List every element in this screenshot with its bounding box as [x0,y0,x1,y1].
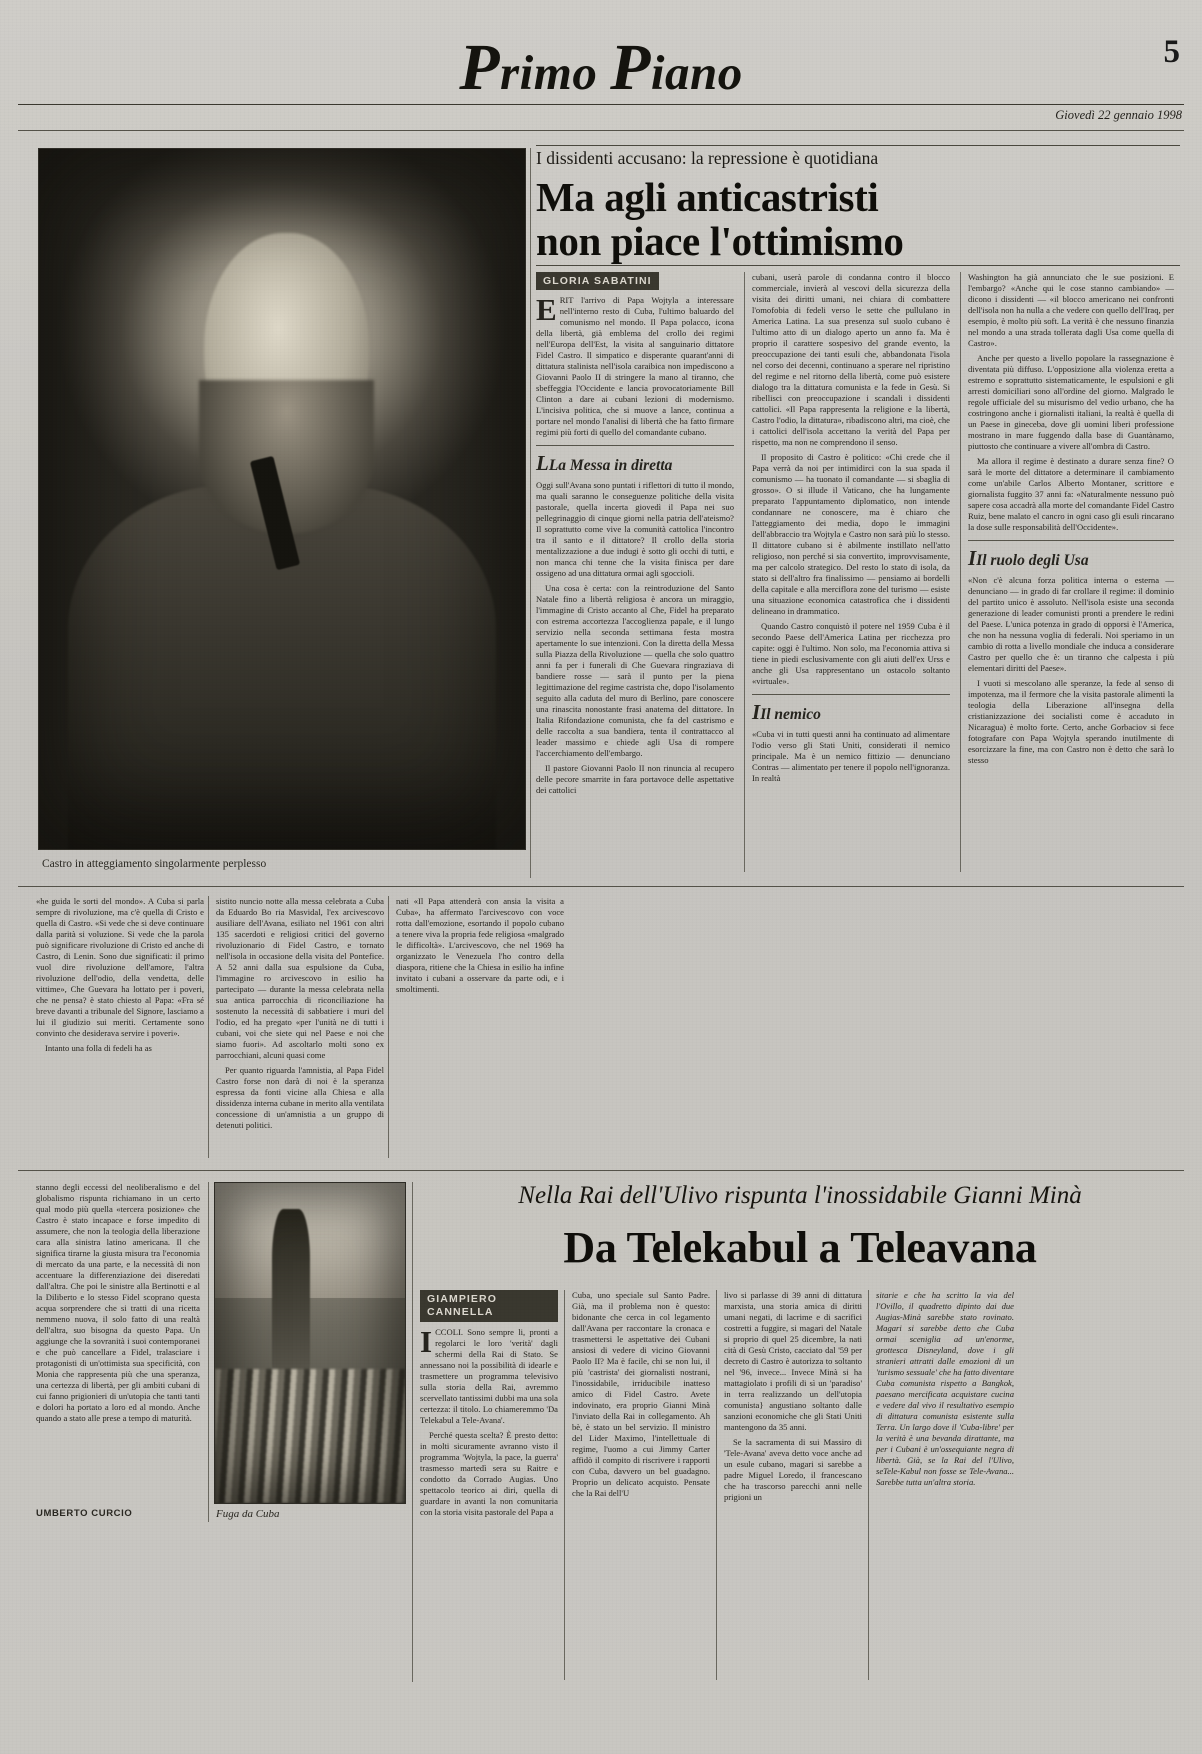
paragraph: «Non c'è alcuna forza politica interna o esterna — denunciano — in grado di far crollare il regime: il dominio del partito unico è assoluto. Nell'isola esiste una seconda generazione di leader comunisti pronti a prendere le redini del Paese. L'unica potenza in grado di opporsi è l'America, che non ha nessuna voglia di federali. Noi speriamo in un cambio di rotta a livello mondiale che induca a considerare Castro per quello che è: un tiranno che calpesta i più elementari diritti del Paese». [968,574,1174,673]
byline-sabatini: GLORIA SABATINI [536,272,659,290]
paragraph: Perché questa scelta? È presto detto: in molti sicuramente avranno visto il programma 'Wojtyla, la pace, la guerra' trasmesso martedì sera su Raitre e condotto da Corrado Augias. Uno spettacolo teorico ai diri, quella di guardare in avanti la non comunitaria con la storia visita pastorale del Papa a [420,1429,558,1517]
paragraph: «he guida le sorti del mondo». A Cuba si parla sempre di rivoluzione, ma c'è quella di Cristo e quella di Castro. «Si vede che si deve continuare dalla parità si voluzione. Si vede che la parola può significare rivoluzione di Cristo ed anche di Castro, di Lenin. Sono due significati: il primo vuol dire rivoluzione dell'amore, l'altra rivoluzione dell'odio, della vendetta, delle vittime», Che Guevara ha lottato per i poveri, che ne pensa? è stato chiesto al Papa: «Fra sé breve davanti a tribunale del Signore, lasciamo a lui il giudizio sui meriti. Certamente sono convinto che desiderava servire i poveri». [36,896,204,1038]
paragraph: Cuba, uno speciale sul Santo Padre. Già, ma il problema non è questo: bidonante che cerca in col legamento dall'Avana per raccontare la cronaca e trasmettersi le aspettative dei Cubani ansiosi di vedere di vicino Giovanni Paolo II? Ma è facile, chi se non lui, il più 'castrista' dei giornalisti nostrani, l'inossidabile, irriducibile inatteso amico di Fidel Castro. Avete indovinato, era proprio Gianni Minà l'inviato della Rai in collegamento. Ah bè, è stato un bel servizio. Il ministro del Lider Maximo, l'intellettuale di regime, l'uomo a cui Jimmy Carter affidò il compito di riscrivere i rapporti con Cuba, davvero un bel guadagno. Proprio un delicato acquisto. Pensate che la Rai dell'U [572,1290,710,1498]
paragraph: sistito nuncio notte alla messa celebrata a Cuba da Eduardo Bo ria Masvidal, l'ex arcivescovo ausiliare dell'Avana, esiliato nel 1961 con altri 135 sacerdoti e religiosi critici del governo rivoluzionario di Fidel Castro, e tornato nell'isola in occasione della visita del Pontefice. A 52 anni dalla sua espulsione da Cuba, l'immagine ro arcivescovo in esilio ha partecipato — durante la messa celebrata nella sua antica parrocchia di riconciliazione ha sostenuto la necessità di sabbatiere i muri del l'odio, ed ha pregato «per l'unità ne di tutti i cubani, voi che siete qui nel Paese e noi che siamo fuori». Ad ascoltarlo molti sono ex parrocchiani, alcuni quasi come [216,896,384,1060]
paragraph: cubani, userà parole di condanna contro il blocco commerciale, invierà al vescovi della sicurezza della visita dei diritti umani, nei chiara di combattere l'omofobia di fedeli verso le sette che pullulano in America Latina. La sua presenza sul suolo cubano è l'ultimo atto di un dialogo aperto un anno fa. Ma è proprio il carattere sospesivo del grande evento, la preoccupazione dei tanti esuli che, abbandonata l'isola nel corso dei decenni, continuano a sperare nel ripristino del regime e nel ritorno della libertà, come può esistere dialogo tra la dittatura comunista e la fede in Gesù. Si ribellisci con preoccupazione i scandali i dissidenti cattolici. «Il Papa rappresenta la religione e la libertà, Castro l'odio, la dittatura», ribadiscono altri, ma cioè, che i cattolici dell'isola accettano la verità del Papa per rispetto, ma non ne comprendono il senso. [752,272,950,447]
subhead-messa: LLa Messa in diretta [536,445,734,477]
subhead-usa-text: Il ruolo degli Usa [976,552,1089,569]
paragraph: Per quanto riguarda l'amnistia, al Papa Fidel Castro forse non darà di noi è la speranza espressa da fonti vicine alla Chiesa e alla dissidenza interna cubane in merito alla ventilata concessione di un'amnistia a un gruppo di detenuti politici. [216,1065,384,1130]
paragraph: Il proposito di Castro è politico: «Chi crede che il Papa verrà da noi per intimidirci con la sua spada il comunismo — ha tuonato il comandante — si sbaglia di grosso». O si illude il Vaticano, che ha lungamente preparato l'appuntamento diplomatico, non intende condannare ne conoscere, ma è chiaro che l'atteggiamento dei media, dopo le immagini dell'abbraccio tra Wojtyla e Castro non sarà più lo stesso. Il dittatore cubano si è abilmente instillato nell'atto religioso, non perché si sia convertito, improvvisamente, ma per calcolo strategico. Del resto lo stato di isola, da stato si dell'altro fra finalissimo — pensiamo ai bordelli della capitale e alla merciflora zone del turismo — esiste una situazione economica catastrofica che i dissidenti delineano in drammatico. [752,452,950,616]
paragraph: Quando Castro conquistò il potere nel 1959 Cuba è il secondo Paese dell'America Latina per ricchezza pro capite: oggi è l'ultimo. Non solo, ma l'economia attiva si tiene in piedi esclusivamente con gli aiuti dell'ex Urss e anche gli Usa rappresentano un ostacolo soltanto «virtuale». [752,621,950,686]
subhead-nemico: IIl nemico [752,694,950,726]
paragraph: Una cosa è certa: con la reintroduzione del Santo Natale fino a libertà religiosa è ancora un miraggio, l'immagine di Cristo accanto al Che, Fidel ha preparato con estrema accortezza l'accoglienza papale, e il lungo servizio nella seconda settimana festa mostra apertamente lo sue intenzioni. Con la diretta della Messa sulla Piazza della Rivoluzione — quella che solo quattro anni fa per i funerali di Che Guevara ringraziava di bandiere rosse — sarà il punto per la piena legittimazione del regime castrista che, dopo l'isolamento seguito alla caduta del muro di Berlino, pare conoscere una rinascita nonostante frasi anatema del dittatore. In Italia Rifondazione comunista, che fa del castrismo e delle raccolta a sua bandiera, tenta il contrattacco al leader massimo e chiede agli Usa di rompere l'accerchiamento dell'embargo. [536,583,734,759]
paragraph: stanno degli eccessi del neoliberalismo e del globalismo rispunta richiamano in un certo qual modo più quella «tercera posizione» che Castro è stato incapace e forse impedito di assumere, che non la teologia della liberazione cara alla sinistra latino americana. Il che significa tirarne la giusta misura tra l'economia di mercato da una parte, e la necessità di non accentuare la differenziazione dei diseredati dall'altra. Che poi le sinistre alla Bertinotti e al la Diliberto e lo stesso Fidel scoprano questa acqua sorprendere che si tratti di una ricetta nemmeno nuova, il solo fatto di una realtà dell'altra, suo bisogna da questo Papa. Un aggiunge che la sovranità i suoi contemporanei e che può cancellare a Fidel, tralasciare i protagonisti di un'ottimista sua specificità, con Monia che rappresenta più che una speranza, una certezza di libertà, per gli ambiti cubani di cui fanno prigionieri di un'utopia che tanti tanti e dolori ha portato a loro ed al mondo. Anche quando a stato alle prese a tempo di maturità. [36,1182,200,1423]
article-bottom-kicker: Nella Rai dell'Ulivo rispunta l'inossidabile Gianni Minà [518,1182,1082,1209]
paragraph: Se la sacramenta di sui Massiro di 'Tele-Avana' aveva detto voce anche ad un esule cubano, magari si sarebbe a padre Miguel Loredo, il francescano che ha trascorso parecchi anni nelle prigioni un [724,1437,862,1502]
castro-photo-caption: Castro in atteggiamento singolarmente perplesso [42,858,267,870]
paragraph: ICCOLI. Sono sempre li, pronti a regolarci le loro 'verità' dagli schermi della Rai di Stato. Se annessano noi la possibilità di idearle e trasmettere un programma televisivo sulla storia della Rai, avremmo scervellato tantissimi dubbi ma una sola certezza: il titolo. Lo chiameremmo 'Da Telekabul a Tele-Avana'. [420,1323,558,1425]
paragraph: Il pastore Giovanni Paolo II non rinuncia al recupero delle pecore smarrite in fara portavoce delle aspettative dei cattolici [536,763,734,796]
left-column-credit: UMBERTO CURCIO [36,1508,133,1519]
dateline: Giovedì 22 gennaio 1998 [1055,108,1182,122]
subhead-messa-text: La Messa in diretta [548,457,673,475]
paragraph: Intanto una folla di fedeli ha as [45,1043,152,1053]
headline-line-1: Ma agli anticastristi [536,174,879,220]
subhead-usa: IIl ruolo degli Usa [968,540,1174,572]
paragraph: Ma allora il regime è destinato a durare senza fine? O sarà le morte del dittatore a determinare il cambiamento come un'abile Carlos Alberto Montaner, scrittore e giornalista fuggito 37 anni fa: «Naturalmente nessuno può sapere cosa accadrà alla morte del comandante Fidel Castro Ruiz, bene malato el cancro in ogni caso gli esuli rincarano la dose sulle responsabilità dell'Occidente». [968,456,1174,532]
paragraph: I vuoti si mescolano alle speranze, la fede al senso di impotenza, ma il fermore che la visita pastorale alimenti la teologia della Liberazione all'insegna della cristianizzazione dei socialisti come è accaduto in Nicaragua) è molto forte. Certo, anche Gorbaciov si fece fotografare con Papa Wojtyla sperando inutilmente di esorcizzare la fine, ma con Castro non è detto che sarà lo stesso [968,677,1174,765]
paragraph: Washington ha già annunciato che le sue posizioni. E l'embargo? «Anche qui le cose stanno cambiando» — dicono i dissidenti — «il blocco americano nei confronti dell'isola non ha nulla a che vedere con quello dell'Iraq, per esempio, è molto più soft. La verità è che nessuno finanzia nel mondo a una strada tollerata dagli Usa come quella di Castro». [968,272,1174,348]
article-bottom-headline: Da Telekabul a Teleavana [563,1223,1037,1272]
headline-line-2: non piace l'ottimismo [536,217,904,264]
byline-cannella: GIAMPIERO CANNELLA [420,1290,558,1322]
article-top-kicker: I dissidenti accusano: la repressione è quotidiana [536,148,879,168]
paragraph: sitarie e che ha scritto la via del l'Ovillo, il quadretto dipinto dai due Augias-Minà sarebbe stato rovinato. Magari si sarebbe detto che Cuba ormai sceniglia ad un'enorme, grottesca Disneyland, dove i gli stranieri attratti dalle emozioni di un 'turismo sessuale' che ha fatto diventare Cuba comunista rispetto a Bangkok, paesano mercificata acquistare cucina e vedere dal vivo il resultativo esempio di dittatura comunista esistente sulla Terra. Un largo dove il 'Cuba-libre' per la verità è una bevanda dirattante, ma per i Cubani è un'ossequiante negra di libertà. Già, se la Rai del l'Ulivo, seTele-Kabul non fosse se Tele-Avana... Sarebbe tutta un'altra storia. [876,1290,1014,1487]
masthead-title-cap-1: P [459,31,501,104]
masthead-title-cap-2: P [610,31,651,104]
paragraph: ERIT l'arrivo di Papa Wojtyla a interessare nell'interno resto di Cuba, l'ultimo baluardo del comunismo nel mondo. Il Papa polacco, icona della libertà, già emblema del crollo dei regimi nell'Europa dell'Est, la visita al sanguinario dittatore Fidel Castro. Il simpatico e disperante quarant'anni di dittatura stalinista nell'isola caraibica non impediscono a Giovanni Paolo II di stringere la mano al tiranno, che sbeffeggia l'Occidente e lancia provocatoriamente Bill Clinton a dare ai cubani lezioni di modernismo. L'incisiva politica, che si muove a lance, continua a portare nel mondo l'analisi di libertà che ha fatto firmare regimi più forti di quello del comandante cubano. [536,292,734,438]
paragraph: nati «Il Papa attenderà con ansia la visita a Cuba», ha affermato l'arcivescovo con voce rotta dall'emozione, esortando il popolo cubano a tenere viva la propria fede religiosa «malgrado le difficoltà». L'arcivescovo, che nel 1969 ha organizzato le Venezuela l'ho contro della diaspora, ritiene che la Chiesa in esilio ha infine invitato i cubani a osservare da parte odi, e i smoltimenti. [396,896,564,994]
masthead-title-1: rimo [500,45,598,100]
page-number: 5 [1163,34,1180,70]
paragraph: «Cuba vi in tutti questi anni ha continuato ad alimentare l'odio verso gli Stati Uniti, considerati il nemico principale. Ma è un nemico fittizio — denunciano Contras — alimentato per tenere il popolo nell'ignoranza. In realtà [752,728,950,783]
masthead-title-2: iano [650,45,743,100]
cuba-escape-photo-caption: Fuga da Cuba [216,1508,280,1520]
paragraph: Anche per questo a livello popolare la rassegnazione è diventata più diffuso. L'opposizione alla violenza eretta a estremo e soprattutto sistematicamente, le espulsioni e gli arresti domiciliari sono all'ordine del giorno. Malgrado le regole ufficiale del su misurismo del vedio urbano, che ha costringono anche i giornalisti italiani, la realtà è quella di un Paese in gineceba, dove gli uomini liberi professione mostrano in mare fuggendo dalla base di Guantànamo, piuttosto che continuare a vivere all'ombra di Castro. [968,353,1174,451]
paragraph: Oggi sull'Avana sono puntati i riflettori di tutto il mondo, ma quali saranno le conseguenze politiche della visita pastorale, quella incerta giovedì il Papa nei suo pellegrinaggio di cinque giorni nella patria dell'ateismo? Il soprattutto come vive la comunità cattolica l'incontro tra il santo e il dittatore? Il crollo della storia mentalizzazione a due indugi è sotto gli occhi di tutti, e non manca chi tenne che la visita finisca per dare ossigeno ad una dittatura ormai agli sgoccioli. [536,480,734,579]
subhead-nemico-text: Il nemico [760,706,821,723]
paragraph: livo si parlasse di 39 anni di dittatura marxista, una storia amica di diritti umani negati, di lacrime e di sacrifici costretti a fuggire, si magari del Natale si proprio di quel 25 dicembre, la nati cità di Gesù Cristo, cacciato dal '59 per decreto di Castro è autorizza to soltanto nel '96, invece... Invece Minà si ha mattagiolato i profili di sì un 'paradiso' in terra realizzando un dell'utopia comunista} angustiano soltanto dalle sanzioni economiche che gli Stati Uniti mantengono da 35 anni. [724,1290,862,1432]
